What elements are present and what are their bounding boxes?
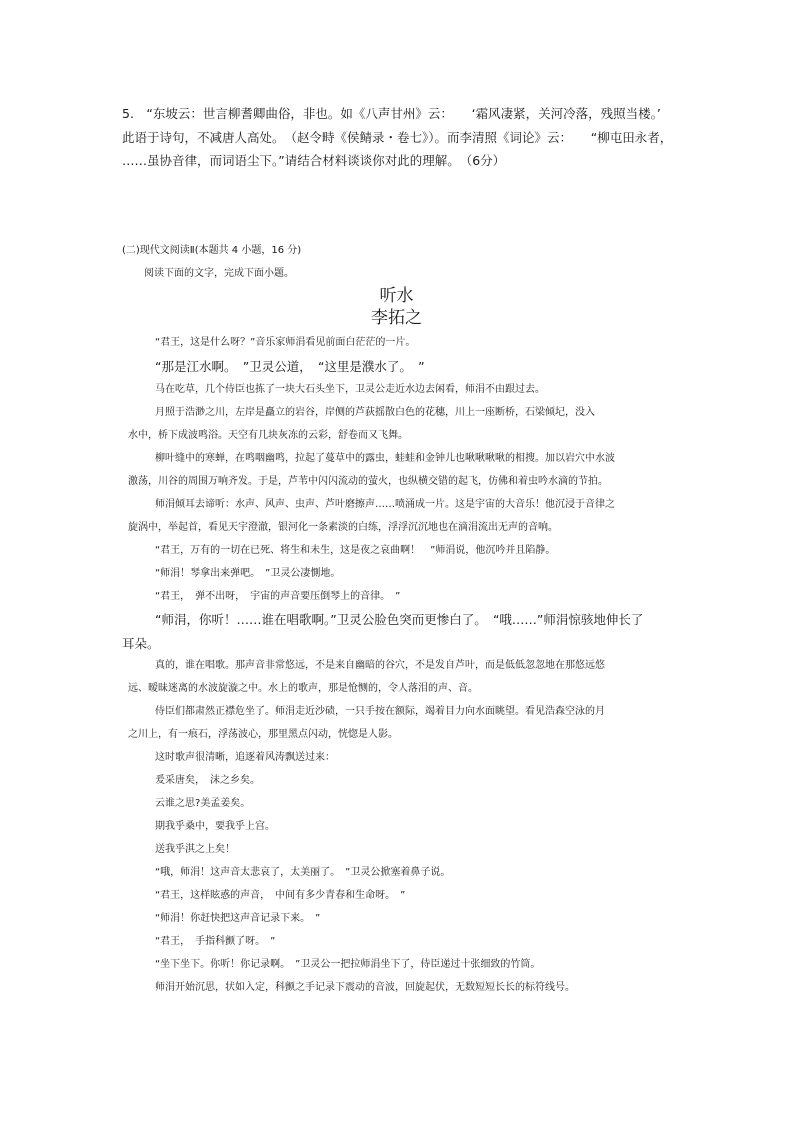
paragraph-line: “师涓，你听！……谁在唱歌啊。”卫灵公脸色突而更惨白了。 “哦……”师涓惊骇地伸长了 [155, 612, 644, 627]
paragraph-line: “哦，师涓！这声音太悲哀了，太美丽了。 ”卫灵公掀塞着鼻子说。 [155, 867, 451, 878]
poem-line: 期我乎桑中，要我乎上宫。 [155, 821, 275, 832]
paragraph-line: 真的，谁在唱歌。那声音非常悠远，不是来自幽暗的谷穴，不是发自芦叶，而是低低忽忽地在那悠远悠 [155, 660, 605, 671]
paragraph-line: 耳朵。 [122, 636, 160, 651]
paragraph-line: “君王，这样眩惑的声音， 中间有多少青春和生命呀。 ” [155, 890, 406, 901]
paragraph-line: 旋涡中，举起首，看见天宇澄澈，银河化一条素淡的白练，浮浮沉沉地也在滴涓流出无声的音响。 [128, 522, 558, 533]
paragraph-line: “君王， 手指科颤了呀。 ” [155, 936, 276, 947]
paragraph-line: 远、暧昧迷离的水波旋漩之中。水上的歌声，那是怆恻的，令人落泪的声、音。 [128, 683, 478, 694]
paragraph-line: 这时歌声很清晰，追逐着风涛飘送过来： [155, 752, 335, 763]
question-5-line-3: ……虽协音律，而词语尘下。”请结合材料谈谈你对此的理解。 （6分） [122, 153, 506, 168]
article-title: 听水 [379, 286, 414, 306]
paragraph-line: 侍臣们都肃然正襟危坐了。师涓走近沙碛，一只手按在额际，竭着目力向水面眺望。看见浩森空泳的月 [155, 706, 605, 717]
paragraph-line: 之川上，有一痕石，浮荡波心，那里黑点闪动，恍惚是人影。 [128, 729, 398, 740]
paragraph-line: “君王，这是什么呀？”音乐家师涓看见前面白茫茫的一片。 [155, 337, 416, 348]
question-5-line-2: 此语于诗句，不减唐人高处。 （赵令畤《侯鲭录・卷七》）。而李清照《词论》云： “柳屯田永者， [122, 130, 673, 145]
poem-line: 爰采唐矣， 沫之乡矣。 [155, 775, 260, 786]
question-5-line-1: 5. “东坡云：世言柳耆卿曲俗，非也。如《八声甘州》云： ‘霜风凄紧，关河冷落，残照当楼。’ [122, 106, 661, 121]
paragraph-line: 柳叶缝中的寒蝉，在鸣咽幽鸣，拉起了蔓草中的露虫，蛙蛙和金钟儿也啾啾啾啾的相搜。加以岩穴中水波 [155, 453, 615, 464]
poem-line: 云谁之思?美孟姜矣。 [155, 798, 251, 809]
paragraph-line: 师涓开始沉思，状如入定，科颤之手记录下震动的音波，回旋起伏，无数短短长长的标符线号。 [155, 982, 575, 993]
paragraph-line: “那是江水啊。 ”卫灵公道， “这里是濮水了。 ” [155, 359, 425, 374]
section-heading: (二)现代文阅读Ⅱ(本题共 4 小题，16 分) [122, 245, 302, 256]
section-instruction: 阅读下面的文字，完成下面小题。 [144, 268, 294, 279]
paragraph-line: 月照于浩渺之川，左岸是矗立的岩谷，岸侧的芦荻摇散白色的花穗，川上一座断桥，石梁倾圮，没入 [155, 407, 595, 418]
paragraph-line: “君王，万有的一切在已死、将生和未生，这是夜之哀曲啊！ ”师涓说，他沉吟并且陷静。 [155, 545, 556, 556]
paragraph-line: 水中，桥下成波鸣浴。天空有几块灰冻的云彩，舒卷而又飞舞。 [128, 430, 408, 441]
paragraph-line: “君王， 弹不出呀， 宇宙的声音要压倒琴上的音律。 ” [155, 591, 401, 602]
paragraph-line: “坐下坐下。你听！你记录啊。 ”卫灵公一把拉师涓坐下了，侍臣递过十张细致的竹筒。 [155, 959, 541, 970]
paragraph-line: 师涓倾耳去谛听：水声、风声、虫声、芦叶磨擦声……喷涌成一片。这是宇宙的大音乐！他沉浸于音律之 [155, 499, 615, 510]
paragraph-line: 激荡，川谷的周围万响齐发。于是，芦苇中闪闪流动的萤火，也纵横交错的起飞，仿佛和着虫吟水滴的节拍。 [128, 476, 608, 487]
paragraph-line: 马在吃草，几个侍臣也拣了一块大石头坐下，卫灵公走近水边去闲看，师涓不由跟过去。 [155, 384, 545, 395]
paragraph-line: “师涓！琴拿出来弹吧。 ”卫灵公凄惻地。 [155, 568, 341, 579]
paragraph-line: “师涓！你赶快把这声音记录下来。 ” [155, 913, 321, 924]
article-author: 李拓之 [371, 308, 422, 328]
poem-line: 送我乎淇之上矣！ [155, 844, 235, 855]
